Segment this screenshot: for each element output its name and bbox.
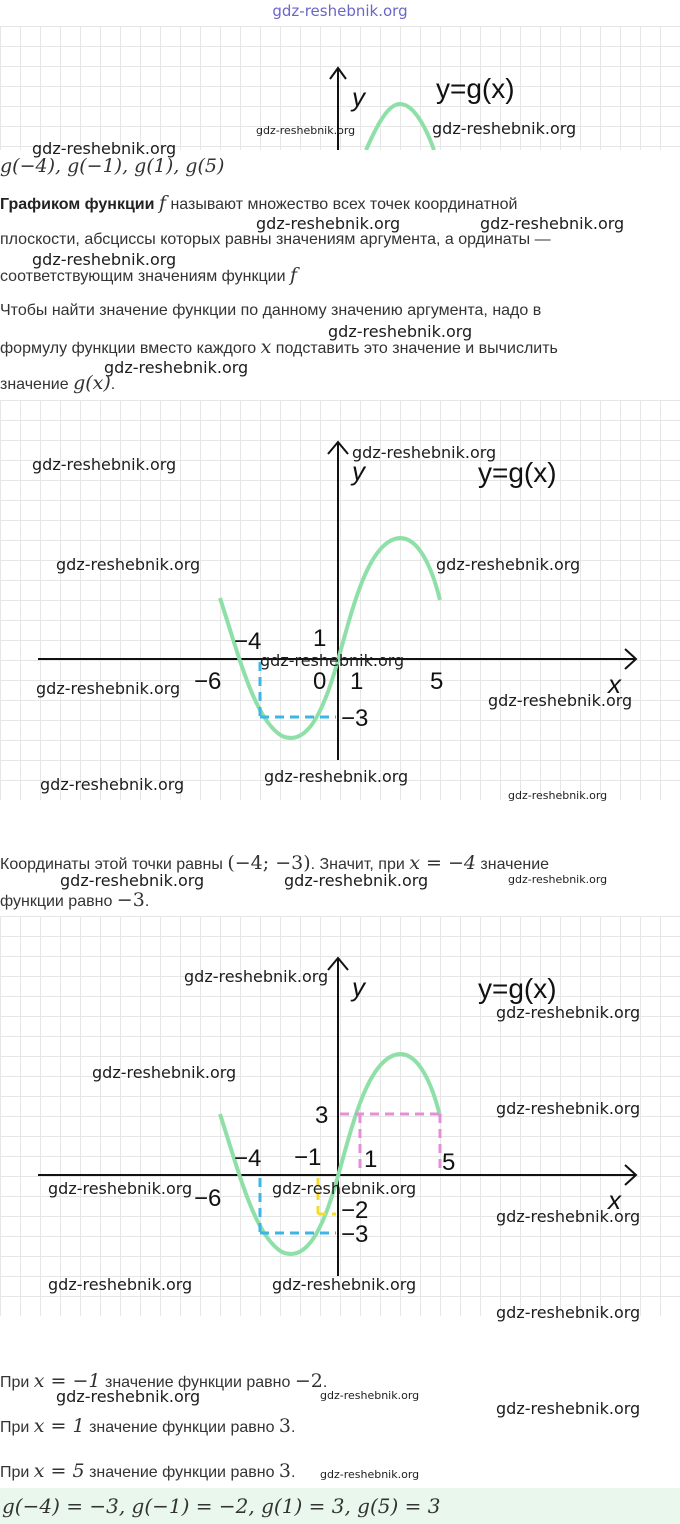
watermark: gdz-reshebnik.org — [256, 214, 401, 233]
watermark: gdz-reshebnik.org — [284, 871, 429, 890]
tick-label-x5: 5 — [442, 1149, 456, 1176]
watermark: gdz-reshebnik.org — [496, 1099, 641, 1118]
definition-bold: Графиком функции — [0, 196, 155, 213]
function-symbol: f — [158, 192, 166, 214]
watermark: gdz-reshebnik.org — [48, 1275, 193, 1294]
function-label: y=g(x) — [436, 73, 515, 104]
watermark: gdz-reshebnik.org — [40, 775, 185, 794]
tick-label-x5: 5 — [430, 668, 444, 695]
tick-label-y1: 1 — [313, 625, 327, 652]
watermark: gdz-reshebnik.org — [56, 555, 201, 574]
x-axis-label: x — [608, 669, 621, 699]
watermark: gdz-reshebnik.org — [104, 358, 249, 377]
watermark: gdz-reshebnik.org — [496, 1399, 641, 1418]
tick-label-x1: 1 — [364, 1146, 378, 1173]
watermark: gdz-reshebnik.org — [496, 1207, 641, 1226]
coords-text: Координаты этой точки равны — [0, 856, 223, 873]
watermark: gdz-reshebnik.org — [328, 322, 473, 341]
definition-line-2: плоскости, абсциссы которых равны значениям аргумента, а ординаты — — [0, 231, 551, 248]
function-label: y=g(x) — [478, 973, 557, 1004]
watermark: gdz-reshebnik.org — [260, 651, 405, 670]
watermark: gdz-reshebnik.org — [320, 1389, 420, 1402]
function-curve — [366, 104, 434, 150]
task-values: g(−4), g(−1), g(1), g(5) — [0, 155, 225, 177]
tick-label-x-minus1: −1 — [294, 1144, 322, 1171]
watermark: gdz-reshebnik.org — [264, 767, 409, 786]
watermark: gdz-reshebnik.org — [488, 691, 633, 710]
watermark: gdz-reshebnik.org — [496, 1003, 641, 1022]
result-text: При — [0, 1464, 30, 1481]
tick-label-x1: 1 — [350, 668, 364, 695]
watermark: gdz-reshebnik.org — [56, 1387, 201, 1406]
definition-line-3 — [0, 266, 297, 286]
watermark: gdz-reshebnik.org — [32, 455, 177, 474]
coords-text: функции равно — [0, 893, 113, 910]
x-equation: x = −4 — [409, 852, 476, 874]
result-text: При — [0, 1374, 30, 1391]
result-text: значение функции равно — [89, 1464, 275, 1481]
period: . — [144, 893, 150, 910]
function-value: 3 — [278, 1415, 292, 1437]
watermark: gdz-reshebnik.org — [272, 1275, 417, 1294]
coords-line-2 — [0, 891, 149, 911]
method-line-1: Чтобы найти значение функции по данному значению аргумента, надо в — [0, 302, 542, 319]
watermark: gdz-reshebnik.org — [92, 1063, 237, 1082]
watermark: gdz-reshebnik.org — [272, 1179, 417, 1198]
answer-box — [0, 1488, 680, 1524]
period: . — [110, 376, 116, 393]
watermark: gdz-reshebnik.org — [36, 679, 181, 698]
function-symbol: f — [289, 264, 298, 286]
tick-label-x-minus4: −4 — [234, 628, 262, 655]
watermark: gdz-reshebnik.org — [432, 119, 577, 138]
tick-label-y-minus3: −3 — [341, 705, 369, 732]
watermark: gdz-reshebnik.org — [320, 1468, 420, 1481]
y-axis-label: y — [352, 82, 365, 112]
x-axis-label: x — [608, 1185, 621, 1215]
method-line-2 — [0, 338, 558, 358]
tick-label-x-minus4: −4 — [234, 1145, 262, 1172]
tick-label-x-minus6: −6 — [194, 1185, 222, 1212]
tick-label-y3: 3 — [315, 1102, 329, 1129]
watermark: gdz-reshebnik.org — [32, 250, 177, 269]
watermark: gdz-reshebnik.org — [60, 871, 205, 890]
function-value: −2 — [294, 1370, 323, 1392]
result-text: При — [0, 1419, 30, 1436]
x-equation: x = −1 — [33, 1370, 101, 1392]
origin-label: 0 — [313, 668, 327, 695]
definition-line-1 — [0, 194, 517, 214]
answer-text: g(−4) = −3, g(−1) = −2, g(1) = 3, g(5) = 3 — [2, 1494, 441, 1518]
result-text: значение функции равно — [104, 1374, 291, 1391]
coords-text: значение — [480, 856, 550, 873]
function-label: y=g(x) — [478, 457, 557, 488]
method-line-3 — [0, 374, 115, 394]
method-text: значение — [0, 376, 69, 393]
coords-text: . Значит, при — [310, 856, 405, 873]
tick-label-x-minus6: −6 — [194, 668, 222, 695]
definition-text: называют множество всех точек координатной — [170, 196, 518, 213]
watermark: gdz-reshebnik.org — [256, 124, 356, 137]
watermark: gdz-reshebnik.org — [436, 555, 581, 574]
method-text: формулу функции вместо каждого — [0, 340, 257, 357]
x-equation: x = 5 — [33, 1460, 85, 1482]
variable-x: x — [260, 336, 272, 358]
point-coordinates: (−4; −3) — [227, 852, 311, 874]
watermark: gdz-reshebnik.org — [48, 1179, 193, 1198]
watermark: gdz-reshebnik.org — [508, 873, 608, 886]
result-line-3 — [0, 1462, 295, 1482]
x-equation: x = 1 — [33, 1415, 85, 1437]
result-text: значение функции равно — [89, 1419, 275, 1436]
tick-label-y-minus2: −2 — [341, 1197, 369, 1224]
watermark: gdz-reshebnik.org — [508, 789, 608, 802]
y-axis-label: y — [352, 972, 365, 1002]
watermark: gdz-reshebnik.org — [32, 139, 177, 158]
definition-text: соответствующим значениям функции — [0, 268, 286, 285]
method-text: подставить это значение и вычислить — [275, 340, 558, 357]
period: . — [291, 1419, 296, 1436]
y-axis-label: y — [352, 456, 365, 486]
function-value: 3 — [278, 1460, 292, 1482]
function-g-of-x: g(x) — [73, 372, 111, 394]
period: . — [322, 1374, 328, 1391]
watermark: gdz-reshebnik.org — [496, 1303, 641, 1322]
watermark: gdz-reshebnik.org — [184, 967, 329, 986]
result-line-2 — [0, 1417, 295, 1437]
site-header[interactable]: gdz-reshebnik.org — [272, 2, 408, 20]
period: . — [291, 1464, 296, 1481]
watermark: gdz-reshebnik.org — [352, 443, 497, 462]
watermark: gdz-reshebnik.org — [480, 214, 625, 233]
function-value: −3 — [116, 889, 145, 911]
tick-label-y-minus3: −3 — [341, 1221, 369, 1248]
